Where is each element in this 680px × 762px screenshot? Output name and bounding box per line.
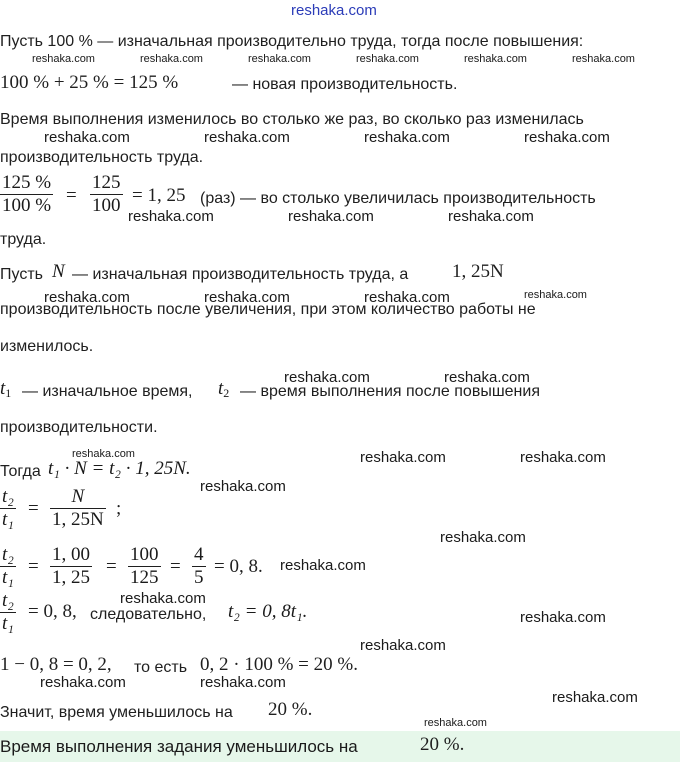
text-line-10-a: — изначальное время,	[22, 383, 193, 400]
watermark: reshaka.com	[448, 208, 534, 225]
math-t1n-eq: t₁ · N = t₂ · 1, 25N.	[48, 458, 191, 479]
watermark: reshaka.com	[364, 129, 450, 146]
watermark: reshaka.com	[572, 53, 635, 65]
fraction-numerator: 4	[194, 544, 204, 565]
fraction-numerator: t₂	[2, 486, 14, 507]
fraction-125-100-percent	[0, 172, 53, 217]
watermark: reshaka.com	[440, 529, 526, 546]
math-t2	[218, 378, 229, 401]
equals-sign: =	[28, 498, 39, 519]
watermark: reshaka.com	[444, 369, 530, 386]
watermark: reshaka.com	[524, 289, 587, 301]
watermark: reshaka.com	[40, 674, 126, 691]
fraction-numerator: t₂	[2, 544, 14, 565]
fraction-numerator: 100	[130, 544, 159, 565]
math-percent-result: 0, 2 · 100 % = 20 %.	[200, 654, 358, 675]
watermark: reshaka.com	[520, 609, 606, 626]
watermark: reshaka.com	[284, 369, 370, 386]
answer-text: Время выполнения задания уменьшилось на	[0, 737, 358, 756]
watermark: reshaka.com	[204, 129, 290, 146]
text-line-7-b: — изначальная производительность труда, а	[72, 266, 409, 283]
fraction-denominator: 100	[92, 195, 121, 216]
site-logo[interactable]: reshaka.com	[291, 2, 377, 19]
text-that-is: то есть	[134, 659, 188, 676]
fraction-numerator: t₂	[2, 590, 14, 611]
math-125n: 1, 25N	[452, 261, 504, 282]
watermark: reshaka.com	[356, 53, 419, 65]
fraction-numerator: 125	[92, 172, 121, 193]
text-line-1: Пусть 100 % — изначальная производительно труда, тогда после повышения:	[0, 33, 584, 50]
watermark: reshaka.com	[424, 717, 487, 729]
watermark: reshaka.com	[464, 53, 527, 65]
equals-sign: =	[28, 556, 39, 577]
fraction-t2-t1	[0, 590, 16, 635]
fraction-100-125-decimal	[50, 544, 92, 589]
equals-sign: =	[170, 556, 181, 577]
fraction-4-5	[192, 544, 206, 589]
fraction-numerator: 125 %	[2, 172, 52, 193]
text-line-3: Время выполнения изменилось во столько же раз, во сколько раз изменилась	[0, 111, 584, 128]
fraction-denominator: t₁	[2, 613, 14, 634]
watermark: reshaka.com	[524, 129, 610, 146]
text-therefore: следовательно,	[90, 606, 207, 623]
watermark: reshaka.com	[140, 53, 203, 65]
subscript: 1	[5, 386, 12, 400]
fraction-100-125	[128, 544, 161, 589]
math-eq-08: = 0, 8,	[28, 601, 77, 622]
math-var-n: N	[52, 261, 65, 282]
fraction-t2-t1	[0, 486, 16, 531]
math-t2-eq: t₂ = 0, 8t₁.	[228, 601, 308, 622]
fraction-denominator: 100 %	[2, 195, 52, 216]
fraction-numerator: N	[50, 486, 106, 509]
watermark: reshaka.com	[44, 129, 130, 146]
text-line-6: труда.	[0, 231, 47, 248]
text-line-12-a: Тогда	[0, 463, 41, 480]
watermark: reshaka.com	[520, 449, 606, 466]
text-line-9: изменилось.	[0, 338, 94, 355]
watermark: reshaka.com	[200, 478, 286, 495]
watermark: reshaka.com	[120, 590, 206, 607]
watermark: reshaka.com	[204, 289, 290, 306]
text-line-5: (раз) — во столько увеличилась производительность	[200, 190, 596, 207]
fraction-denominator: t₁	[2, 509, 14, 530]
fraction-n-125n	[50, 486, 106, 531]
math-subtraction: 1 − 0, 8 = 0, 2,	[0, 654, 112, 675]
fraction-denominator: t₁	[2, 567, 14, 588]
math-t1	[0, 378, 11, 401]
fraction-t2-t1	[0, 544, 16, 589]
watermark: reshaka.com	[32, 53, 95, 65]
answer-box	[0, 731, 680, 762]
watermark: reshaka.com	[288, 208, 374, 225]
watermark: reshaka.com	[360, 449, 446, 466]
text-line-7-a: Пусть	[0, 266, 43, 283]
watermark: reshaka.com	[248, 53, 311, 65]
watermark: reshaka.com	[128, 208, 214, 225]
math-ratio-value: = 1, 25	[132, 185, 186, 206]
watermark: reshaka.com	[280, 557, 366, 574]
math-20-percent: 20 %.	[268, 699, 313, 720]
math-var-t: t	[218, 378, 224, 399]
fraction-denominator: 125	[130, 567, 159, 588]
watermark: reshaka.com	[360, 637, 446, 654]
watermark: reshaka.com	[44, 289, 130, 306]
semicolon: ;	[116, 498, 122, 519]
watermark: reshaka.com	[72, 448, 135, 460]
subscript: 2	[223, 386, 230, 400]
math-percent-sum: 100 % + 25 % = 125 %	[0, 72, 179, 93]
text-line-10-b: — время выполнения после повышения	[240, 383, 540, 400]
text-line-2: — новая производительность.	[232, 76, 458, 93]
text-line-4: производительность труда.	[0, 149, 204, 166]
fraction-numerator: 1, 00	[52, 544, 90, 565]
watermark: reshaka.com	[200, 674, 286, 691]
watermark: reshaka.com	[552, 689, 638, 706]
fraction-denominator: 1, 25N	[52, 509, 104, 530]
text-line-8: производительность после увеличения, при этом количество работы не	[0, 301, 536, 318]
equals-sign: =	[106, 556, 117, 577]
equals-sign: =	[66, 185, 77, 206]
fraction-125-100	[90, 172, 123, 217]
text-line-11: производительности.	[0, 419, 158, 436]
watermark: reshaka.com	[364, 289, 450, 306]
text-conclusion-a: Значит, время уменьшилось на	[0, 704, 233, 721]
answer-value: 20 %.	[420, 734, 465, 755]
math-var-t: t	[0, 378, 6, 399]
math-result-08: = 0, 8.	[214, 556, 263, 577]
fraction-denominator: 5	[194, 567, 204, 588]
fraction-denominator: 1, 25	[52, 567, 90, 588]
